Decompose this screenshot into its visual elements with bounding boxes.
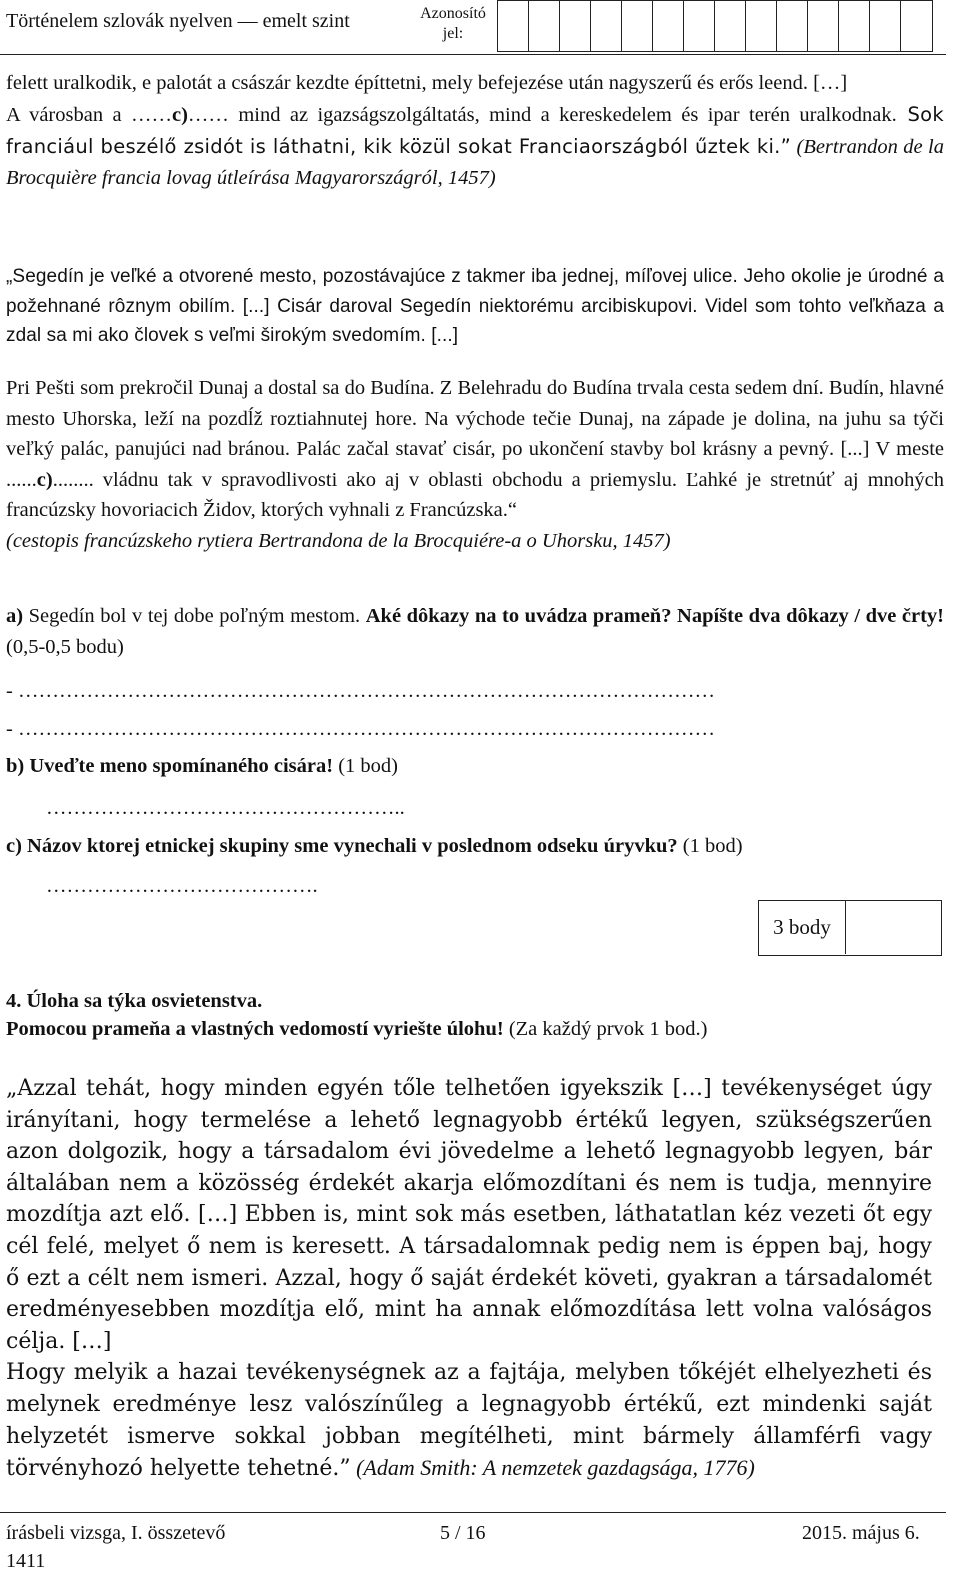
task4-title: 4. Úloha sa týka osvietenstva. [6,990,263,1012]
id-box[interactable] [498,1,529,51]
id-box[interactable] [808,1,839,51]
sk-quote-source: (cestopis francúzskeho rytiera Bertrandona de la Brocquiére-a o Uhorsku, 1457) [6,529,671,552]
id-box[interactable] [839,1,870,51]
sk-quote-para1: „Segedín je veľké a otvorené mesto, pozostávajúce z takmer iba jednej, míľovej ulice. Jeho okolie je úrodné a požehnané rôznym obilím. [...] Cisár daroval Segedín niektorému arcibiskupovi. Videl som tohto veľkňaza a zdal sa mi ako človek s veľmi širokým svedomím. [...] [6,266,944,346]
answer-line-a1[interactable]: - ………………………………………………………………………………………… [6,680,715,702]
footer-divider [0,1512,946,1513]
id-box[interactable] [560,1,591,51]
hu-quote-city-prefix: A városban a …… [6,104,172,126]
question-a-points: (0,5-0,5 bodu) [6,636,124,658]
hu-quote-gap-c: c) [171,104,188,126]
header-divider [0,54,946,55]
hu-quote-jews: Sok franciául beszélő zsidót is láthatni, kik közül sokat Franciaországból űztek ki.” [6,103,944,158]
task4-points: (Za každý prvok 1 bod.) [503,1018,708,1040]
id-code-boxes[interactable] [497,0,933,52]
question-b [6,751,398,782]
id-box[interactable] [622,1,653,51]
id-label: Azonosító jel: [420,5,486,42]
question-c-points: (1 bod) [677,835,743,857]
task4-instruction-text: Pomocou prameňa a vlastných vedomostí vyriešte úlohu! [6,1018,504,1040]
id-box[interactable] [715,1,746,51]
hu-quote-city-suffix: …… mind az igazságszolgáltatás, mind a kereskedelem és ipar terén uralkodnak. [187,104,897,126]
id-box[interactable] [684,1,715,51]
question-c-task: c) Názov ktorej etnickej skupiny sme vynechali v poslednom odseku úryvku? [6,835,678,857]
task4-instruction [6,1014,708,1045]
question-a [6,601,944,663]
score-entry-cell[interactable] [847,901,941,955]
footer-exam-label: írásbeli vizsga, I. összetevő [6,1522,226,1544]
id-box[interactable] [901,1,932,51]
question-a-task: Aké dôkazy na to uvádza prameň? Napíšte dva dôkazy / dve črty! [365,605,944,627]
question-b-task: b) Uveďte meno spomínaného cisára! [6,755,334,777]
answer-line-a2[interactable]: - ………………………………………………………………………………………… [6,718,715,740]
sk-quote-gap-c: c) [36,468,53,491]
question-c [6,831,743,862]
footer-page-number: 5 / 16 [440,1522,486,1544]
footer-code: 1411 [6,1550,46,1572]
question-b-points: (1 bod) [333,755,398,777]
sk-quote-para2-prefix: Pri Pešti som prekročil Dunaj a dostal sa do Budína. Z Belehradu do Budína trvala cesta sedem dní. Budín, hlavné mesto Uhorska, leží na pozdĺž roztiahnutej hore. Na východe tečie Dunaj, na západe je dolina, na juhu sa týči veľký palác, panujúci nad bránou. Palác začal stavať cisár, po ukončení stavby bol krásny a pevný. [...] V meste ...... [6,377,944,491]
hu-quote [6,68,944,194]
question-a-text: Segedín bol v tej dobe poľným mestom. [23,605,366,627]
score-box-label: 3 body [759,901,846,954]
id-box[interactable] [870,1,901,51]
page-header-title: Történelem szlovák nyelven — emelt szint [6,10,350,32]
hu-quote-main: felett uralkodik, e palotát a császár kezdte építtetni, mely befejezése után nagyszerű és erős leend. […] [6,72,848,94]
smith-quote-para1: „Azzal tehát, hogy minden egyén tőle telhetően igyekszik […] tevékenységet úgy irányítani, hogy termelése a lehető legnagyobb értékű legyen, szükségszerűen azon dolgozik, hogy a társadalom évi jövedelme a lehető legnagyobb legyen, bár általában nem a közösség érdekét akarja előmozdítani és nem is tudja, mennyire mozdítja azt elő. […] Ebben is, mint sok más esetben, láthatatlan kéz vezeti őt egy cél felé, melyet ő nem is keresett. A társadalomnak pedig nem is éppen baj, hogy ő ezt a célt nem ismeri. Azzal, hogy ő saját érdekét követi, gyakran a társadalomét eredményesebben mozdítja elő, mint ha annak előmozdítása lett volna valóságos célja. […] [6,1076,932,1354]
id-box[interactable] [777,1,808,51]
sk-quote-para2 [6,373,944,556]
id-box[interactable] [529,1,560,51]
footer-date: 2015. május 6. [802,1522,920,1544]
smith-quote [6,1073,932,1485]
id-box[interactable] [653,1,684,51]
id-box[interactable] [591,1,622,51]
score-box [758,900,942,956]
answer-line-c[interactable]: …………………………………. [46,875,318,897]
question-a-letter: a) [6,605,24,627]
smith-quote-para2: Hogy melyik a hazai tevékenységnek az a fajtája, melyben tőkéjét elhelyezheti és melynek eredménye lesz valószínűleg a legnagyobb értékű, ezt mindenki saját helyzetét ismerve sokkal jobban megítélheti, mint bármely államférfi vagy törvényhozó helyette tehetné.” [6,1360,932,1482]
smith-quote-source: (Adam Smith: A nemzetek gazdagsága, 1776) [350,1455,755,1481]
id-box[interactable] [746,1,777,51]
answer-line-b[interactable]: …………………………………………….. [46,797,405,819]
sk-quote-para2-suffix: ........ vládnu tak v spravodlivosti ako aj v oblasti obchodu a priemyslu. Ľahké je stretnúť aj mnohých francúzsky hovoriacich Židov, ktorých vyhnali z Francúzska.“ [6,468,944,521]
hu-quote-source: (Bertrandon de la Brocquière francia lovag útleírása Magyarországról, 1457) [6,136,944,189]
